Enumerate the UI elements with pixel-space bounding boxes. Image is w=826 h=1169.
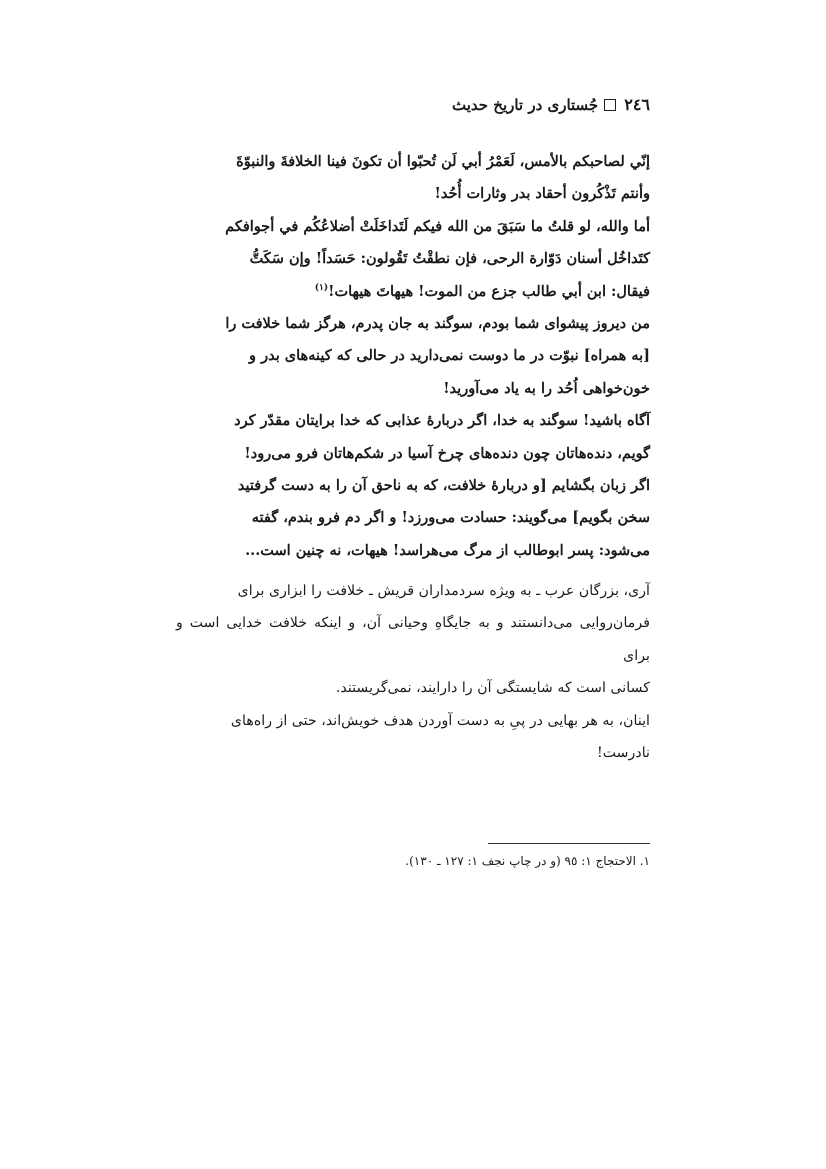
arabic-quote-line: كتَداخُل أسنان دَوّارة الرحى، فإن نطقْتُ تَقُولون: حَسَداً! وإن سَكَتُّ (249, 250, 650, 268)
prose-block (176, 575, 650, 769)
persian-translation-line: من دیروز پیشوای شما بودم، سوگند به جان پدرم، هرگز شما خلافت را (225, 315, 650, 333)
prose-line: آری، بزرگان عرب ـ به ویژه سردمداران قریش ـ خلافت را ابزاری برای (237, 583, 650, 599)
footnote-divider (488, 843, 650, 844)
arabic-quote-text: فيقال: ابن أبي طالب جزع من الموت! هيهاتَ هيهات! (328, 282, 650, 300)
persian-translation-line: اگر زبان بگشایم [و دربارهٔ خلافت، که به ناحق آن را به دست گرفتید (237, 477, 650, 495)
running-title: جُستاری در تاریخ حدیث (451, 96, 599, 114)
prose-line: نادرست! (597, 745, 650, 762)
footnote-text: ١. الاحتجاج ١: ٩٥ (و در چاپ نجف ١: ١٢٧ ـ ١٣٠). (405, 854, 650, 868)
persian-translation-line: آگاه باشید! سوگند به خدا، اگر دربارهٔ عذابی که خدا برایتان مقدّر کرد (234, 412, 650, 430)
page-number: ٢٤٦ (624, 95, 650, 114)
running-header (170, 92, 650, 118)
persian-translation-line: می‌شود: پسر ابوطالب از مرگ می‌هراسد! هیهات، نه چنین است... (245, 541, 650, 559)
prose-line: کسانی است که شایستگی آن را دارایند، نمی‌گریستند. (335, 680, 650, 697)
footnote-reference: (١) (314, 282, 329, 293)
arabic-quote-line: أما والله، لو قلتُ ما سَبَقَ من الله فيكم لَتَداخَلَتْ أضلاعُكُم في أجوافكم (225, 217, 650, 235)
quotation-block (176, 146, 650, 567)
persian-translation-line: [به همراه] نبوّت در ما دوست نمی‌دارید در حالی که کینه‌های بدر و (249, 347, 650, 365)
persian-translation-line: سخن بگویم] می‌گویند: حسادت می‌ورزد! و اگر دم فرو بندم، گفته (251, 509, 650, 527)
prose-line: اینان، به هر بهایی در پیِ به دست آوردن هدف خویش‌اند، حتی از راه‌های (230, 712, 650, 729)
persian-translation-line: گویم، دنده‌هاتان چون دنده‌های چرخ آسیا در شکم‌هاتان فرو می‌رود! (244, 444, 650, 462)
square-icon (604, 99, 616, 111)
persian-translation-line: خون‌خواهی اُحُد را به یاد می‌آورید! (443, 379, 650, 397)
prose-line: فرمان‌روایی می‌دانستند و به جایگاهِ وحیانی آن، و اینکه خلافت خدایی است و برای (176, 615, 650, 664)
arabic-quote-line: وأنتم تَذْكُرون أحقاد بدر وثارات أُحُد! (434, 185, 650, 203)
arabic-quote-line: إنّي لصاحبكم بالأمس، لَعَمْرُ أبي لَن تُحبّوا أن تكونَ فينا الخلافةَ والنبوّةَ (236, 153, 650, 170)
arabic-quote-line-last (176, 276, 650, 308)
